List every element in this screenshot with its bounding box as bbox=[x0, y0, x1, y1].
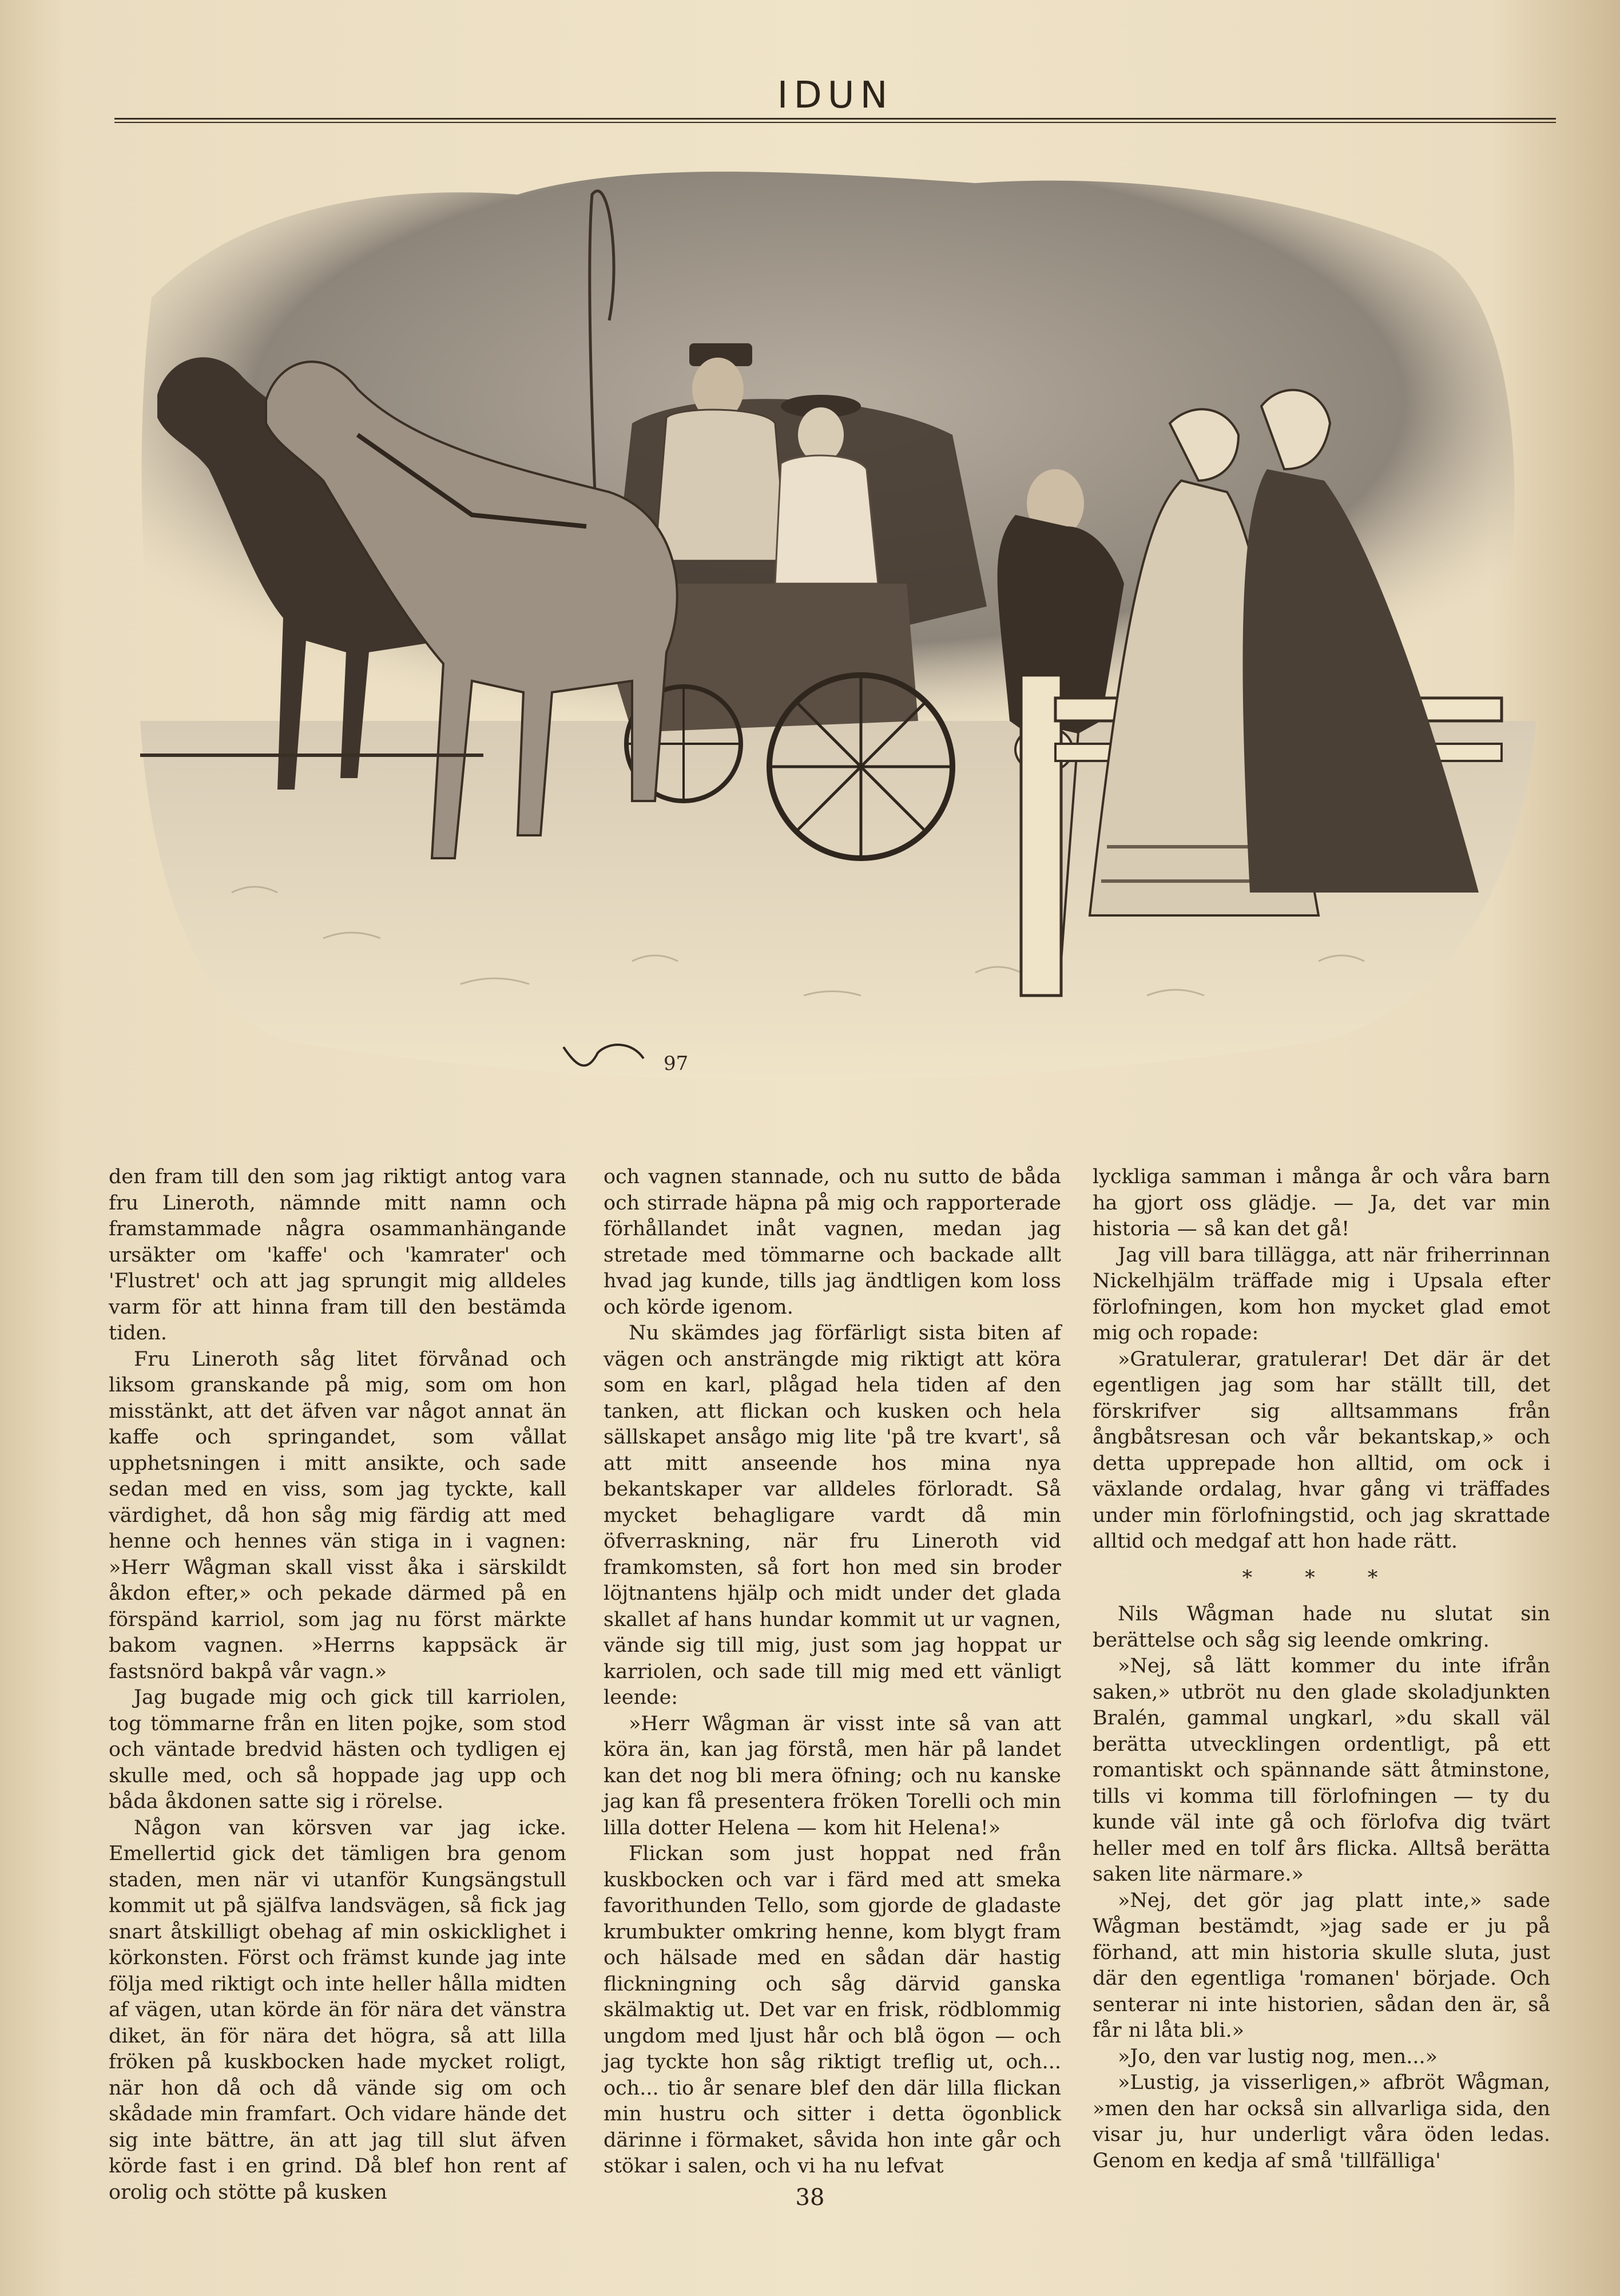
paragraph: »Jo, den var lustig nog, men...» bbox=[1118, 2045, 1438, 2068]
carriage-wheel-large bbox=[769, 675, 952, 858]
running-title: IDUN bbox=[777, 74, 894, 117]
paragraph: »Herr Wågman är visst inte så van att köra än, kan jag förstå, men här på landet kan det nog bli mera öfning; och nu kanske jag kan få presentera fröken Torelli och min lilla dotter Helena — kom hit Helena!» bbox=[603, 1712, 1061, 1839]
text-column-3 bbox=[1093, 1164, 1550, 2174]
signature-year: 97 bbox=[664, 1052, 689, 1075]
paragraph: Fru Lineroth såg litet förvånad och liksom granskande på mig, som om hon misstänkt, att det äfven var något annat än kaffe och springandet, som vållat upphetsningen i mitt ansikte, och sade sedan med en viss, som jag tyckte, kall värdighet, då hon såg mig färdig att med henne och hennes vän stiga in i vagnen: »Herr Wågman skall visst åka i särskildt åkdon efter,» och pekade därmed på en förspänd karriol, som jag nu först märkte bakom vagnen. »Herrns kappsäck är fastsnörd bakpå vår vagn.» bbox=[109, 1347, 566, 1683]
paragraph: »Nej, det gör jag platt inte,» sade Wågman bestämdt, »jag sade er ju på förhand, att min historia skulle sluta, just där den egentliga 'romanen' började. Och senterar ni inte historien, sådan den är, så får ni låta bli.» bbox=[1093, 1889, 1550, 2042]
paragraph: den fram till den som jag riktigt antog vara fru Lineroth, nämnde mitt namn och framstammade några osammanhängande ursäkter om 'kaffe' och 'kamrater' och 'Flustret' och att jag sprungit mig alldeles varm för att hinna fram till den bestämda tiden. bbox=[109, 1165, 566, 1345]
section-break-asterisks: * * * bbox=[1242, 1566, 1401, 1589]
paragraph: Jag vill bara tillägga, att när friherrinnan Nickelhjälm träffade mig i Upsala efter förlofningen, kom hon mycket glad emot mig och ropade: bbox=[1093, 1243, 1550, 1345]
paragraph: »Gratulerar, gratulerar! Det där är det egentligen jag som har ställt till, det förskrifver sig alltsammans från ångbåtsresan och vår bekantskap,» och detta upprepade hon alltid, om ock i växlande ordalag, hvar gång vi träffades under min förlofningstid, och jag skrattade alltid och medgaf att hon hade rätt. bbox=[1093, 1347, 1550, 1553]
paragraph: Nils Wågman hade nu slutat sin berättelse och såg sig leende omkring. bbox=[1093, 1603, 1550, 1652]
paragraph: Jag bugade mig och gick till karriolen, tog tömmarne från en liten pojke, som stod och väntade bredvid hästen och tydligen ej skulle med, och så hoppade jag upp och båda åkdonen satte sig i rörelse. bbox=[109, 1686, 566, 1813]
paragraph: Flickan som just hoppat ned från kuskbocken och var i färd med att smeka favorithunden Tello, som gjorde de gladaste krumbukter omkring henne, kom blygt fram och hälsade med en sådan där hastig flickningning och såg därvid ganska skälmaktig ut. Det var en frisk, rödblommig ungdom med ljust hår och blå ögon — och jag tyckte hon såg riktigt treflig ut, och... och... tio år senare blef den där lilla flickan min hustru och sitter i detta ögonblick därinne i förmaket, såvida hon inte går och stökar i salen, och vi ha nu lefvat bbox=[603, 1842, 1061, 2178]
text-column-2 bbox=[603, 1164, 1061, 2180]
paragraph: Någon van körsven var jag icke. Emellertid gick det tämligen bra genom staden, men när vi utanför Kungsängstull kommit ut på själfva landsvägen, så fick jag snart åtskilligt obehag af min oskicklighet i körkonsten. Först och främst kunde jag inte följa med riktigt och inte heller hålla midten af vägen, utan körde än för nära det vänstra diket, än för nära det högra, så att lilla fröken på kuskbocken hade mycket roligt, när hon då och då vände sig om och skådade min framfart. Och vidare hände det sig inte bättre, än att jag till slut äfven körde fast i en grind. Då blef hon rent af orolig och stötte på kusken bbox=[109, 1816, 566, 2204]
paragraph: »Lustig, ja visserligen,» afbröt Wågman, »men den har också sin allvarliga sida, den visar ju, hur underligt våra öden ledas. Genom en kedja af små 'tillfälliga' bbox=[1093, 2071, 1550, 2172]
page-number: 38 bbox=[795, 2184, 825, 2211]
carriage-scene-drawing bbox=[117, 149, 1547, 1133]
paragraph: Nu skämdes jag förfärligt sista biten af vägen och ansträngde mig riktigt att köra som en karl, plågad hela tiden af den tanken, att flickan och kusken och hela sällskapet ansågo mig lite 'på tre kvart', så att mitt anseende hos mina nya bekantskaper var alldeles förloradt. Så mycket behagligare vardt då min öfverraskning, när fru Lineroth vid framkomsten, så fort hon med sin broder löjtnantens hjälp och midt under det glada skallet af hans hundar kommit ut ur vagnen, vände sig till mig, just som jag hoppat ur karriolen, och sade till mig med ett vänligt leende: bbox=[603, 1322, 1061, 1709]
page-header bbox=[114, 69, 1556, 126]
header-rule bbox=[114, 118, 1556, 123]
paragraph: lyckliga samman i många år och våra barn ha gjort oss glädje. — Ja, det var min historia — så kan det gå! bbox=[1093, 1165, 1550, 1240]
paragraph: »Nej, så lätt kommer du inte ifrån saken,» utbröt nu den glade skoladjunkten Bralén, gammal ungkarl, »du skall väl berätta utvecklingen ordentligt, på ett romantiskt och spännande sätt åtminstone, tills vi komma till förlofningen — ty du kunde väl inte gå och förlofva dig tvärt heller med en tolf års flicka. Alltså berätta saken lite närmare.» bbox=[1093, 1655, 1550, 1886]
paragraph: och vagnen stannade, och nu sutto de båda och stirrade häpna på mig och rapporterade förhållandet inåt vagnen, medan jag stretade med tömmarne och backade allt hvad jag kunde, tills jag ändtligen kom loss och körde igenom. bbox=[603, 1165, 1061, 1319]
engraving-illustration bbox=[117, 149, 1547, 1133]
text-column-1 bbox=[109, 1164, 566, 2206]
